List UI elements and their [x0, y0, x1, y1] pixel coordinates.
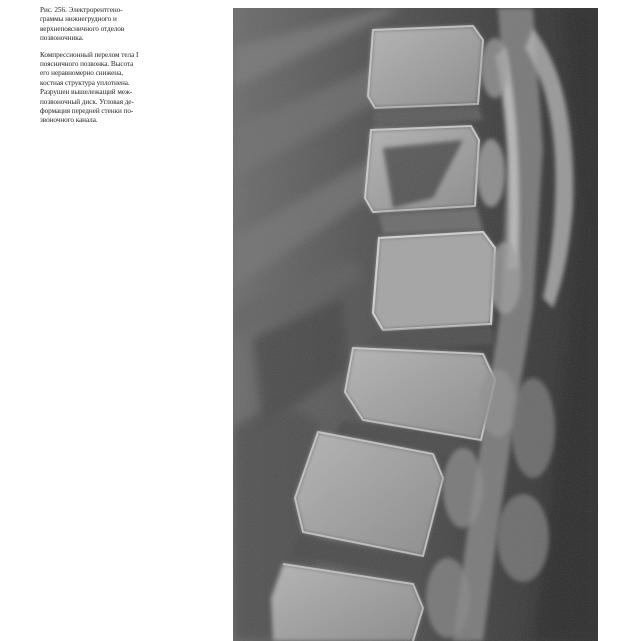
- figure-description: Компрессионный перелом тела I поясничного позвонка. Высота его неравномерно снижена, костная структура уплотнена. Разрушен вышележащий меж- позвоночный диск. Угловая де- формация передней стенки по- звоночного канала.: [40, 50, 139, 125]
- figure-title: Рис. 256. Электрорентгено- граммы нижнегрудного и верхнепоясничного отделов позвоночника.: [40, 6, 125, 43]
- figure-caption: [40, 6, 170, 126]
- xray-image: [233, 8, 598, 641]
